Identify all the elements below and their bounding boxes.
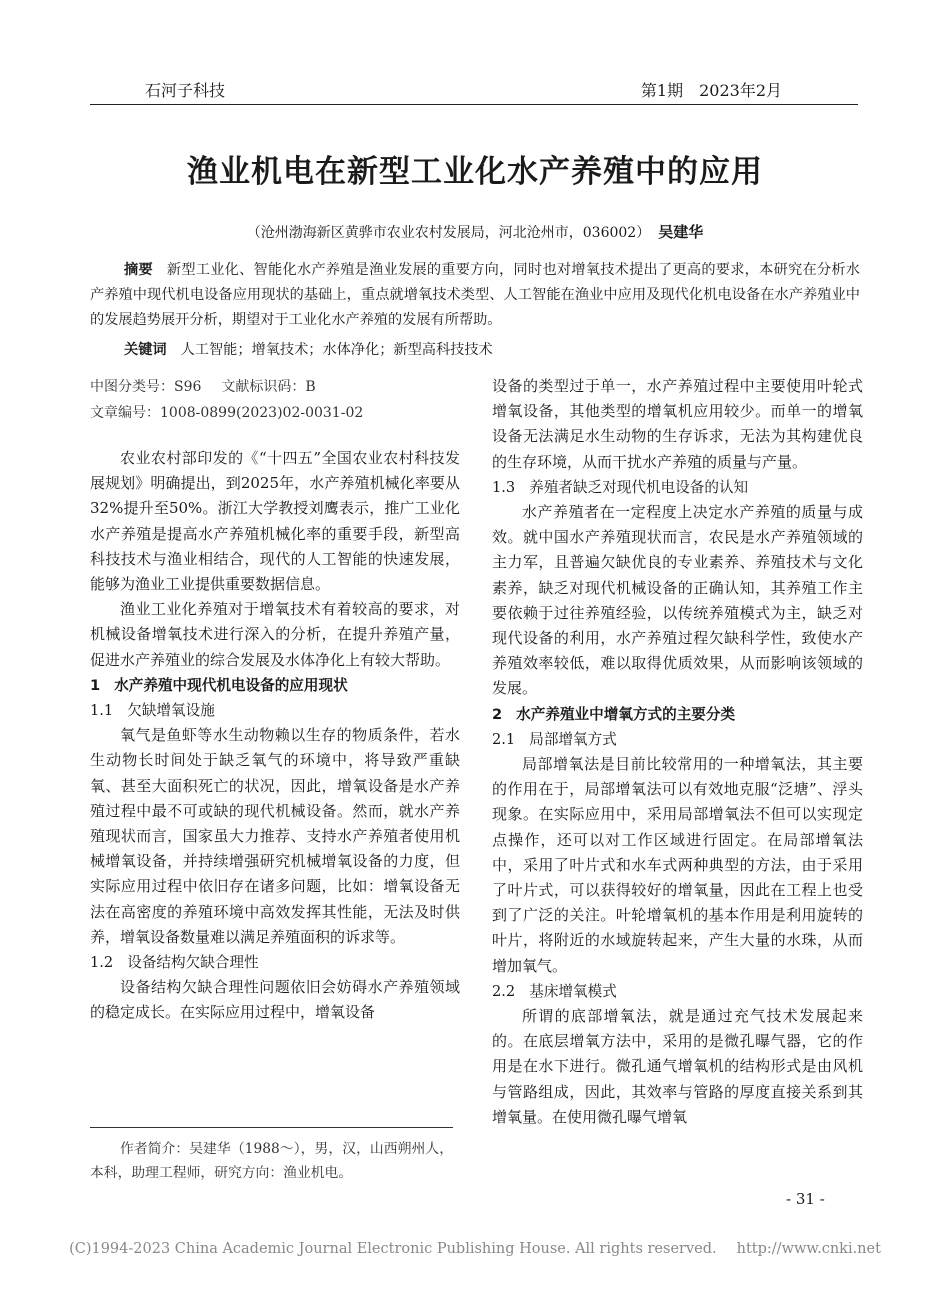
section-1-1-heading: 1.1 欠缺增氧设施: [90, 702, 215, 720]
affiliation: （沧州渤海新区黄骅市农业农村发展局，河北沧州市，036002）: [246, 225, 651, 241]
section-1-3-heading: 1.3 养殖者缺乏对现代机电设备的认知: [492, 478, 749, 496]
abstract-text: 新型工业化、智能化水产养殖是渔业发展的重要方向，同时也对增氧技术提出了更高的要求，本研究在分析水产养殖中现代机电设备应用现状的基础上，重点就增氧技术类型、人工智能在渔业中应用及现代化机电设备在水产养殖业中的发展趋势展开分析，期望对于工业化水产养殖的发展有所帮助。: [90, 262, 860, 328]
journal-name: 石河子科技: [145, 81, 226, 100]
document-code: 文献标识码：B: [221, 379, 316, 395]
issue-info: [641, 78, 782, 101]
classification-line: [90, 374, 460, 400]
issue-number: 第1期: [640, 81, 684, 100]
abstract: [90, 258, 860, 333]
author-name: 吴建华: [658, 223, 704, 241]
section-1-heading: 1 水产养殖中现代机电设备的应用现状: [90, 676, 348, 694]
section-1-2-heading: 1.2 设备结构欠缺合理性: [90, 954, 259, 972]
keywords: [124, 338, 493, 363]
right-column: [492, 374, 863, 1130]
abstract-label: 摘要: [124, 262, 153, 278]
intro-paragraph-1: 农业农村部印发的《“十四五”全国农业农村科技发展规划》明确提出，到2025年，水产养殖机械化率要从32%提升至50%。浙江大学教授刘鹰表示，推广工业化水产养殖是提高水产养殖机械化率的重要手段，新型高科技技术与渔业相结合，现代的人工智能的快速发展，能够为渔业工业提供重要数据信息。: [90, 449, 460, 594]
byline: [0, 221, 950, 242]
section-2-heading: 2 水产养殖业中增氧方式的主要分类: [492, 705, 736, 723]
header-divider: [90, 104, 858, 105]
clc-number: 中图分类号：S96: [90, 379, 202, 395]
section-1-2-paragraph: 设备结构欠缺合理性问题依旧会妨碍水产养殖领域的稳定成长。在实际应用过程中，增氧设备: [90, 978, 460, 1022]
article-title: 渔业机电在新型工业化水产养殖中的应用: [187, 154, 763, 190]
section-1-1-paragraph: 氧气是鱼虾等水生动物赖以生存的物质条件，若水生动物长时间处于缺乏氧气的环境中，将导致严重缺氧、甚至大面积死亡的状况，因此，增氧设备是水产养殖过程中最不可或缺的现代机械设备。然而，就水产养殖现状而言，国家虽大力推荐、支持水产养殖者使用机械增氧设备，并持续增强研究机械增氧设备的力度，但实际应用过程中依旧存在诸多问题，比如：增氧设备无法在高密度的养殖环境中高效发挥其性能，无法及时供养，增氧设备数量难以满足养殖面积的诉求等。: [90, 726, 460, 946]
section-2-1-paragraph: 局部增氧法是目前比较常用的一种增氧法，其主要的作用在于，局部增氧法可以有效地克服“泛塘”、浮头现象。在实际应用中，采用局部增氧法不但可以实现定点操作，还可以对工作区域进行固定。在局部增氧法中，采用了叶片式和水车式两种典型的方法，由于采用了叶片式，可以获得较好的增氧量，因此在工程上也受到了广泛的关注。叶轮增氧机的基本作用是利用旋转的叶片，将附近的水域旋转起来，产生大量的水珠，从而增加氧气。: [492, 755, 863, 975]
article-number: 文章编号：1008-0899(2023)02-0031-02: [90, 405, 364, 421]
section-2-1-heading: 2.1 局部增氧方式: [492, 730, 617, 748]
footer-url[interactable]: http://www.cnki.net: [736, 1241, 881, 1257]
footnote-divider: [90, 1127, 453, 1128]
section-2-2-heading: 2.2 基床增氧模式: [492, 982, 617, 1000]
page-number: - 31 -: [786, 1190, 825, 1208]
author-footnote: 作者简介：吴建华（1988～），男，汉，山西朔州人，本科，助理工程师，研究方向：渔业机电。: [90, 1141, 453, 1181]
section-1-3-paragraph: 水产养殖者在一定程度上决定水产养殖的质量与成效。就中国水产养殖现状而言，农民是水产养殖领域的主力军，且普遍欠缺优良的专业素养、养殖技术与文化素养，缺乏对现代机械设备的正确认知，其养殖工作主要依赖于过往养殖经验，以传统养殖模式为主，缺乏对现代设备的利用，水产养殖过程欠缺科学性，致使水产养殖效率较低，难以取得优质效果，从而影响该领域的发展。: [492, 503, 863, 698]
section-2-2-paragraph: 所谓的底部增氧法，就是通过充气技术发展起来的。在底层增氧方法中，采用的是微孔曝气器，它的作用是在水下进行。微孔通气增氧机的结构形式是由风机与管路组成，因此，其效率与管路的厚度直接关系到其增氧量。在使用微孔曝气增氧: [492, 1007, 863, 1126]
issue-date: 2023年2月: [699, 81, 782, 100]
continued-paragraph: 设备的类型过于单一，水产养殖过程中主要使用叶轮式增氧设备，其他类型的增氧机应用较少。而单一的增氧设备无法满足水生动物的生存诉求，无法为其构建优良的生存环境，从而干扰水产养殖的质量与产量。: [492, 377, 863, 471]
keywords-label: 关键词: [124, 342, 167, 358]
keywords-text: 人工智能；增氧技术；水体净化；新型高科技技术: [180, 342, 493, 358]
copyright-footer: [0, 1241, 950, 1257]
intro-paragraph-2: 渔业工业化养殖对于增氧技术有着较高的要求，对机械设备增氧技术进行深入的分析，在提升养殖产量，促进水产养殖业的综合发展及水体净化上有较大帮助。: [90, 600, 460, 669]
copyright-text: (C)1994-2023 China Academic Journal Electronic Publishing House. All rights reserved.: [69, 1241, 717, 1257]
left-column: [90, 374, 460, 1026]
